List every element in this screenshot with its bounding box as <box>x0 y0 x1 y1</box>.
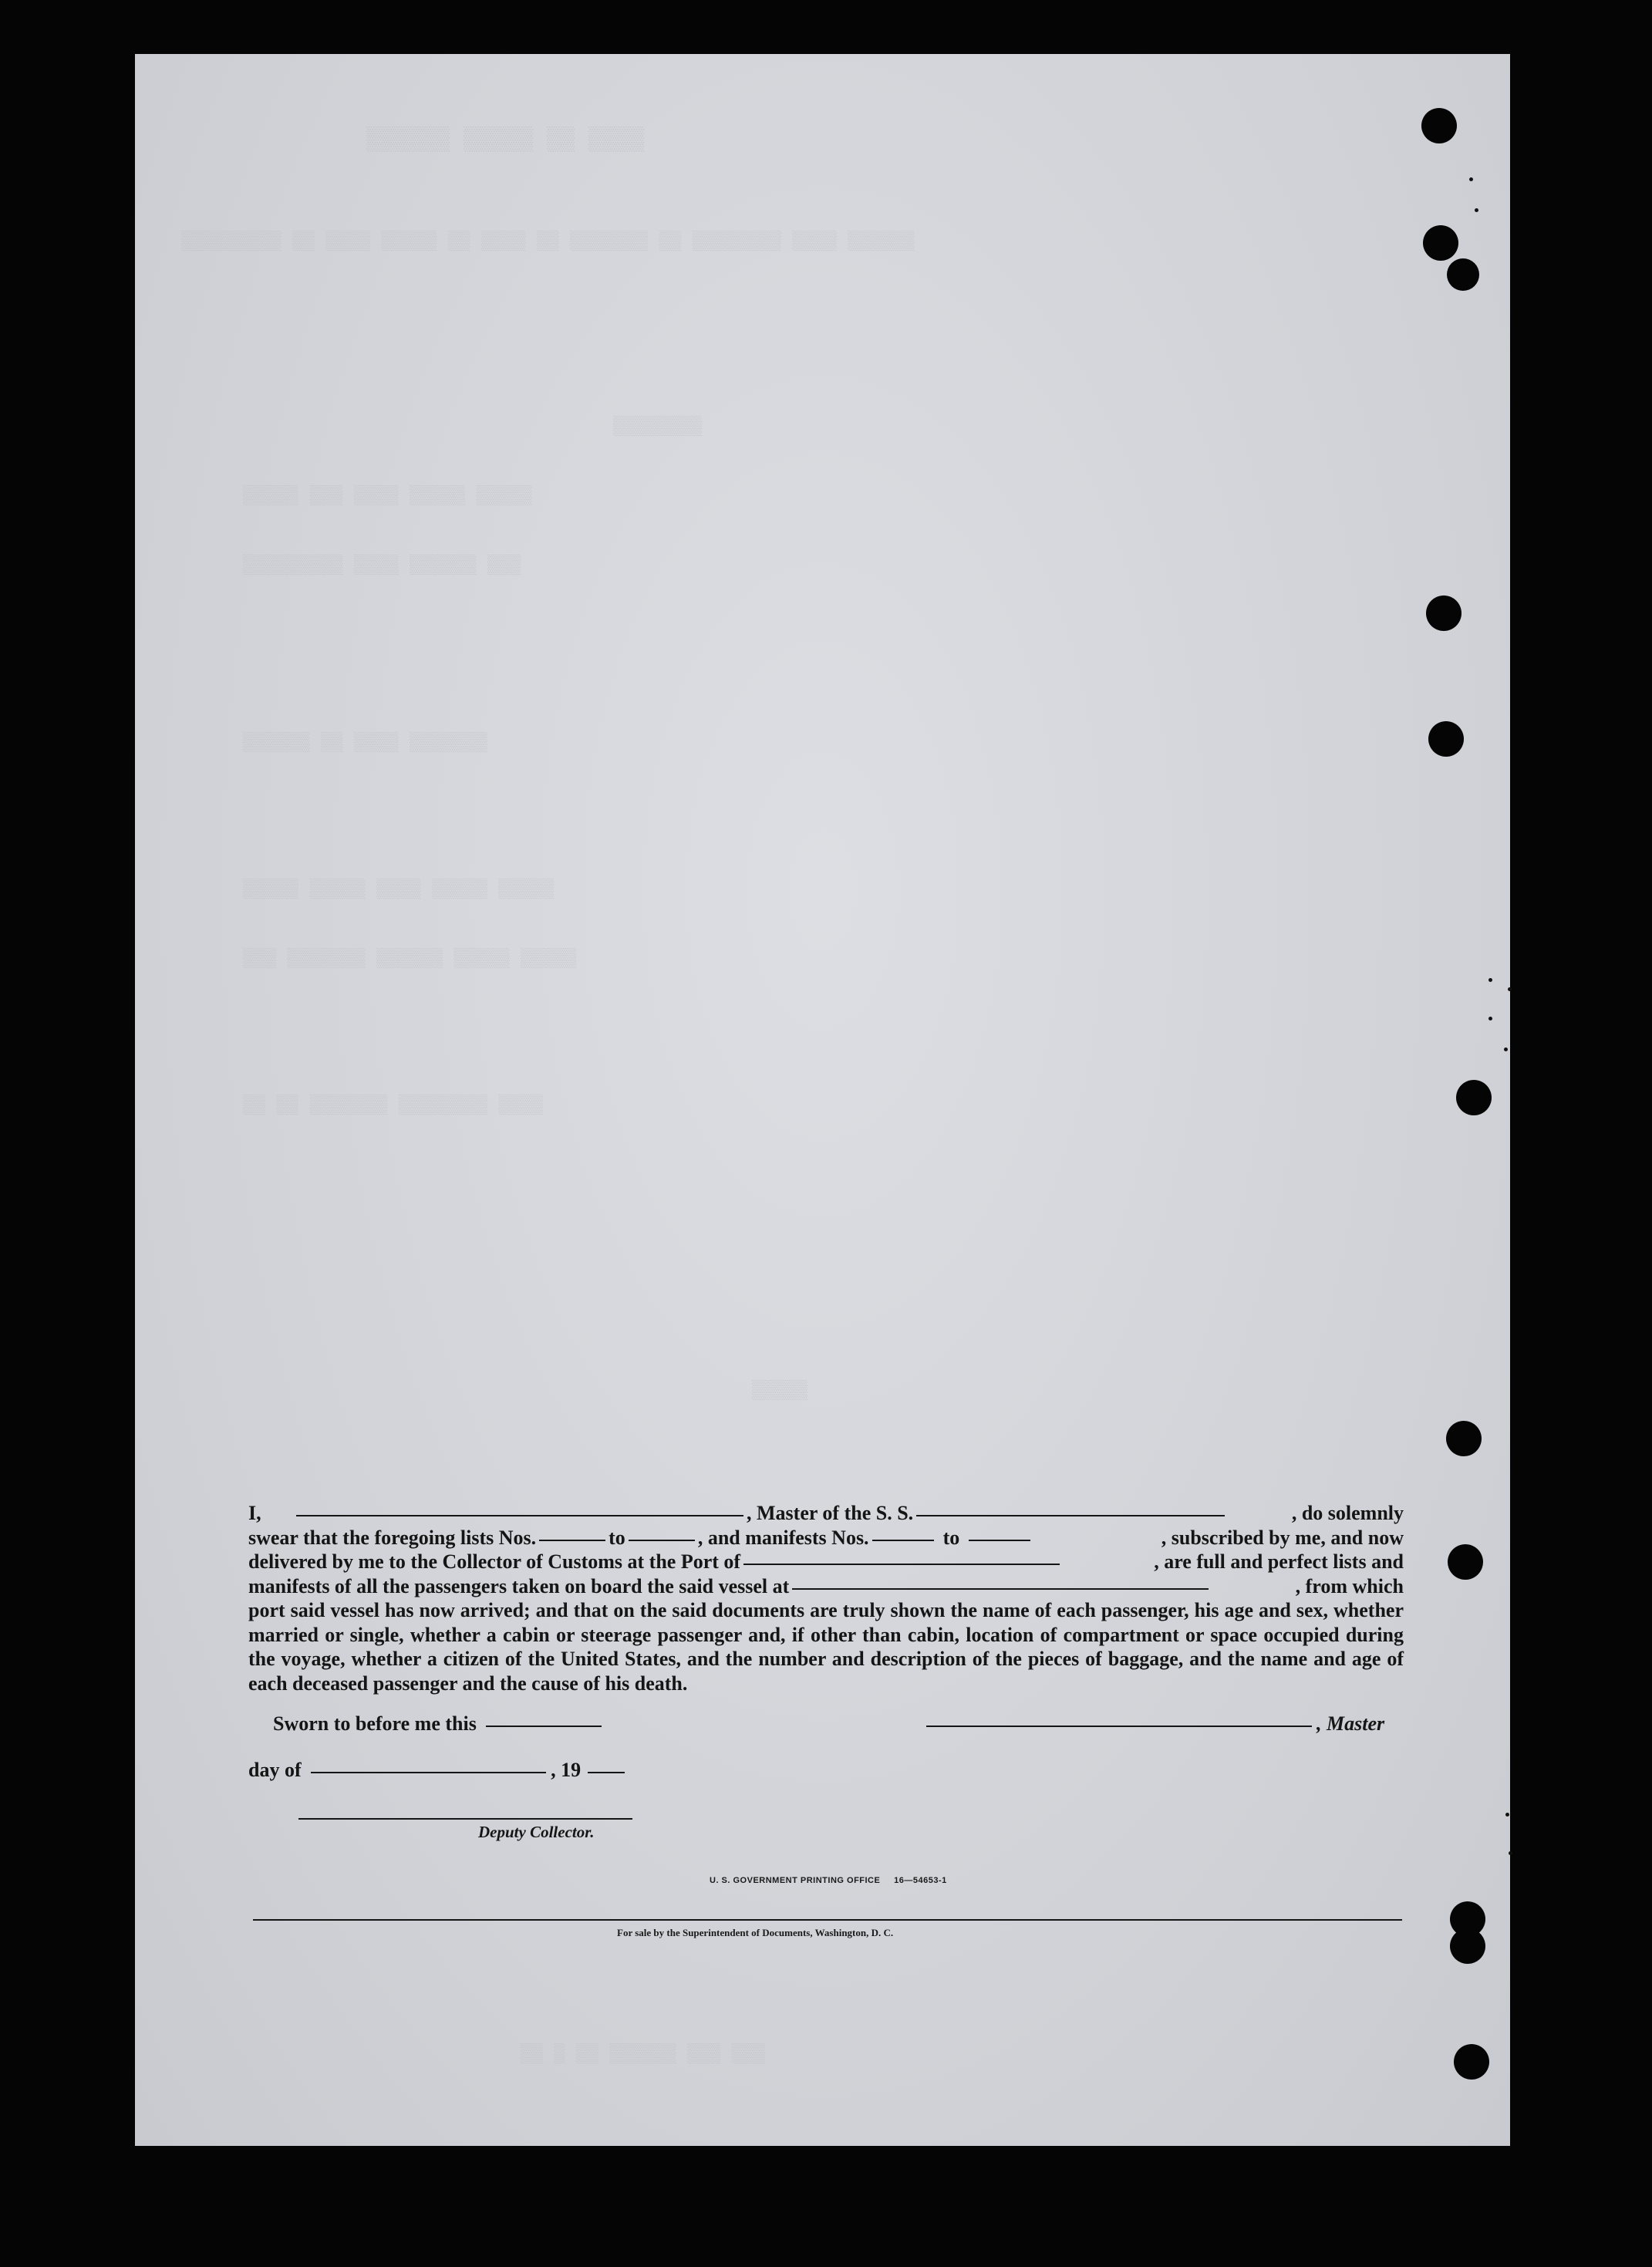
speck <box>1505 1813 1509 1817</box>
oath-line-2 <box>248 1526 1404 1550</box>
year-label: , 19 <box>551 1759 582 1781</box>
master-name-blank <box>296 1515 743 1516</box>
punch-hole <box>1423 225 1458 261</box>
master-label: , Master <box>1317 1712 1385 1735</box>
master-signature-line <box>922 1712 1384 1736</box>
day-of-line <box>248 1759 629 1782</box>
manifest-from-blank <box>872 1540 934 1541</box>
punch-hole <box>1428 721 1464 757</box>
bleed-through-text: ▒▒▒▒▒ ▒▒▒▒▒ ▒▒▒▒▒▒ ▒▒▒▒▒▒▒ ▒▒▒ <box>243 949 577 970</box>
bleed-through-text: ▒▒▒▒▒▒▒▒ <box>613 417 703 437</box>
sworn-line <box>273 1712 606 1736</box>
bleed-through-text: ▒▒▒▒▒ ▒▒▒▒▒ ▒▒▒▒ ▒▒▒ ▒▒▒▒▒ <box>243 486 532 507</box>
punch-hole <box>1448 1544 1483 1580</box>
bleed-through-text: ▒▒▒▒ ▒▒▒▒▒▒▒▒ ▒▒▒▒▒▒▒ ▒▒ ▒▒ <box>243 1095 543 1116</box>
oath-master-of: , Master of the S. S. <box>747 1502 914 1524</box>
bleed-through-text: ▒▒▒ ▒▒▒ ▒▒▒▒▒▒ ▒▒ ▒ ▒▒ <box>521 2044 765 2065</box>
speck <box>1475 208 1478 212</box>
year-blank <box>588 1772 625 1773</box>
bleed-through-text: ▒▒▒▒▒ ▒▒▒▒▒ ▒▒▒▒ ▒▒▒▒▒ ▒▒▒▒▒ <box>243 879 555 900</box>
punch-hole <box>1454 2044 1489 2080</box>
punch-hole <box>1421 108 1457 143</box>
bleed-through-text: ▒▒▒▒ ▒▒ ▒▒▒▒▒ ▒▒▒▒▒▒ <box>366 127 645 153</box>
oath-line-4 <box>248 1574 1404 1599</box>
oath-taken-on-board: manifests of all the passengers taken on board the said vessel at <box>248 1574 790 1597</box>
master-signature-blank <box>926 1726 1312 1727</box>
list-from-blank <box>539 1540 605 1541</box>
speck <box>1488 978 1492 982</box>
vessel-name-blank <box>916 1515 1225 1516</box>
day-of-blank <box>311 1772 546 1773</box>
manifest-to-blank <box>969 1540 1030 1541</box>
punch-hole <box>1426 595 1462 631</box>
speck <box>1509 1851 1512 1855</box>
speck <box>1488 1017 1492 1020</box>
oath-paragraph <box>248 1501 1404 1695</box>
oath-full-lists: , are full and perfect lists and <box>1154 1550 1404 1573</box>
bleed-through-text: ▒▒▒▒▒ <box>752 1381 808 1402</box>
oath-manifests-nos: , and manifests Nos. <box>697 1526 869 1549</box>
oath-collector: delivered by me to the Collector of Customs at the Port of <box>248 1550 741 1573</box>
speck <box>1469 177 1473 181</box>
bleed-through-text: ▒▒▒ ▒▒▒▒▒▒ ▒▒▒▒ ▒▒▒▒▒▒▒▒▒ <box>243 555 521 576</box>
punch-hole <box>1450 1928 1485 1964</box>
day-of-label: day of <box>248 1759 302 1781</box>
punch-hole <box>1447 258 1479 291</box>
bleed-through-text: ▒▒▒▒▒▒ ▒▒▒▒ ▒▒▒▒▒▒▒▒ ▒▒ ▒▒▒▒▒▒▒ ▒▒ ▒▒▒▒ ▒▒ ▒▒▒▒▒ ▒▒▒▒ ▒▒ ▒▒▒▒▒▒▒▒▒ <box>181 231 915 252</box>
punch-hole <box>1456 1080 1492 1115</box>
gpo-imprint: U. S. GOVERNMENT PRINTING OFFICE 16—54653-1 <box>710 1876 947 1885</box>
punch-hole <box>1446 1421 1482 1456</box>
sworn-label: Sworn to before me this <box>273 1712 477 1735</box>
footer-rule <box>253 1919 1402 1921</box>
document-sheet <box>135 54 1510 2146</box>
oath-line-1 <box>248 1501 1404 1526</box>
oath-body: port said vessel has now arrived; and that on the said documents are truly shown the name of each passenger, his age and sex, whether married or single, whether a cabin or steerage passenger and, if other than cabin, location of compartment or space occupied during the voyage, whether a citizen of the United States, and the number and description of the pieces of baggage, and the name and age of each deceased passenger and the cause of his death. <box>248 1599 1404 1695</box>
oath-to: to <box>609 1526 625 1549</box>
list-to-blank <box>629 1540 695 1541</box>
sworn-date-blank <box>486 1726 602 1727</box>
oath-from-which: , from which <box>1295 1574 1404 1597</box>
departure-port-blank <box>792 1588 1209 1590</box>
oath-pronoun: I, <box>248 1502 261 1524</box>
bleed-through-text: ▒▒▒▒▒▒▒ ▒▒▒▒ ▒▒ ▒▒▒▒▒▒ <box>243 733 487 754</box>
deputy-collector-label: Deputy Collector. <box>478 1823 595 1841</box>
speck <box>1504 1047 1508 1051</box>
deputy-signature-rule <box>298 1818 632 1820</box>
oath-solemnly: , do solemnly <box>1291 1502 1404 1524</box>
sale-notice: For sale by the Superintendent of Documents, Washington, D. C. <box>617 1927 894 1938</box>
oath-lists-nos: swear that the foregoing lists Nos. <box>248 1526 537 1549</box>
oath-subscribed: , subscribed by me, and now <box>1161 1526 1404 1549</box>
oath-line-3 <box>248 1550 1404 1574</box>
speck <box>1508 987 1512 991</box>
port-blank <box>743 1564 1060 1565</box>
oath-to: to <box>942 1526 960 1549</box>
